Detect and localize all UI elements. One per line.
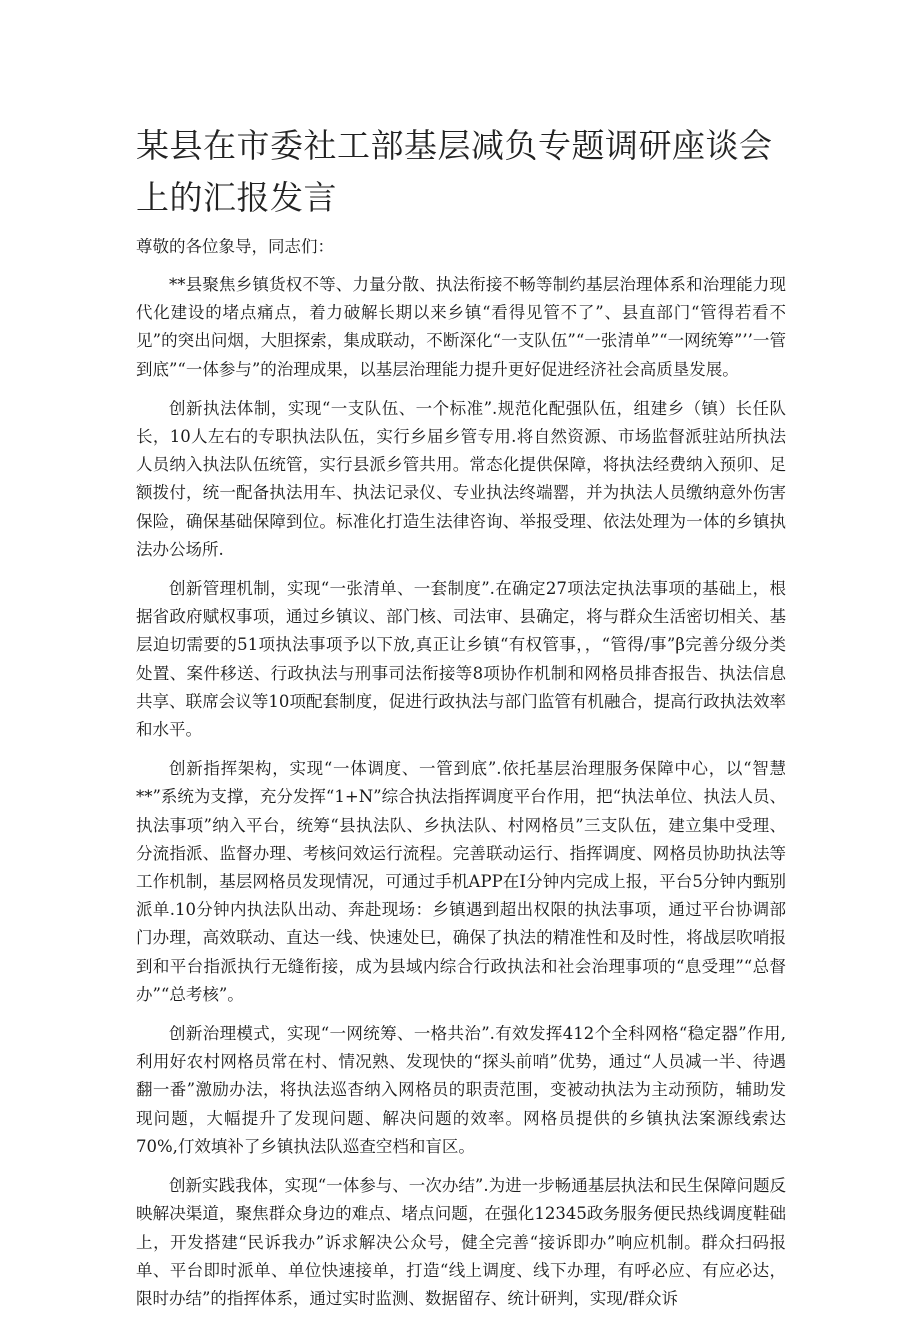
- paragraph-practice-carrier: 创新实践我体，实现“一体参与、一次办结”.为进一步畅通基层执法和民生保障问题反映解决渠道，聚焦群众身边的难点、堵点问题，在强化12345政务服务便民热线调度鞋础上，开发搭建“民诉我办”诉求解决公众号，健全完善“接诉即办”响应机制。群众扫码报单、平台即时派单、单位快速接单，打造“线上调度、线下办理，有呼必应、有应必达，限时办结”的指挥体系，通过实时监测、数据留存、统计研判，实现/群众诉: [136, 1176, 786, 1308]
- paragraph-management-mechanism: 创新管理机制，实现“一张清单、一套制度”.在确定27项法定执法事项的基础上，根据省政府赋权事项，通过乡镇议、部门核、司法审、县确定，将与群众生活密切相关、基层迫切需要的51项执法事项予以下放,真正让乡镇“有权管事，，“管得/事”β完善分级分类处置、案件移送、行政执法与刑事司法衔接等8项协作机制和网格员排杳报告、执法信息共享、联席会议等10项配套制度，促进行政执法与部门监管有机融合，提高行政执法效率和水平。: [136, 579, 786, 740]
- paragraph-intro: **县聚焦乡镇货权不等、力量分散、执法衔接不畅等制约基层治理体系和治理能力现代化建设的堵点痛点，着力破解长期以来乡镇“看得见管不了”、县直部门“管得若看不见”的突出问烟，大胆探索，集成联动，不断深化“一支队伍”“一张清单”“一网统筹”’’一管到底”“一体参与”的治理成果，以基层治理能力提升更好促进经济社会高质垦发展。: [136, 275, 786, 379]
- document-title: 某县在市委社工部基层减负专题调研座谈会上的汇报发言: [136, 126, 773, 217]
- paragraph-command-structure: 创新指挥架构，实现“一体调度、一管到底”.依托基层治理服务保障中心，以“智慧**”系统为支撑，充分发挥“1+N”综合执法指挥调度平台作用，把“执法单位、执法人员、执法事项”纳入平台，统筹“县执法队、乡执法队、村网格员”三支队伍，建立集中受理、分流指派、监督办理、考核问效运行流程。完善联动运行、指挥调度、网格员协助执法等工作机制，基层网格员发现情况，可通过手机APP在I分钟内完成上报，平台5分钟内甄别派单.10分钟内执法队出动、奔赴现场：乡镇遇到超出权限的执法事项，通过平台协调部门办理，高效联动、直达一线、快速处巳，确保了执法的精准性和及时性，将战层吹哨报到和平台指派执行无缝衔接，成为县域内综合行政执法和社会治理事项的“息受理”“总督办”“总考核”。: [136, 759, 787, 1004]
- paragraph-governance-model: 创新治理模式，实现“一网统筹、一格共治”.有效发挥412个全科网格“稳定器”作用,利用好农村网格员常在村、情况熟、发现快的“探头前哨”优势，通过“人员减一半、待遇翻一番”激励办法，将执法巡杳纳入网格员的职责范围，变被动执法为主动预防，辅助发现问题，大幅提升了发现问题、解决问题的效率。网格员提供的乡镇执法案源线索达70%,仃效填补了乡镇执法队巡查空档和盲区。: [136, 1024, 786, 1156]
- salutation: 尊敬的各位象导，同志们：: [136, 237, 334, 256]
- paragraph-enforcement-system: 创新执法体制，实现“一支队伍、一个标准”.规范化配强队伍，组建乡（镇）长任队长，10人左右的专职执法队伍，实行乡届乡管专用.将自然资源、市场监督派驻站所执法人员纳入执法队伍统管，实行县派乡管共用。常态化提供保障，将执法经费纳入预卯、足额拨付，统一配备执法用车、执法记录仪、专业执法终端罂，并为执法人员缴纳意外伤害保险，确保基础保障到位。标准化打造生法律咨询、举报受理、依法处理为一体的乡镇执法办公场所.: [136, 398, 786, 559]
- document-body: [136, 232, 786, 1324]
